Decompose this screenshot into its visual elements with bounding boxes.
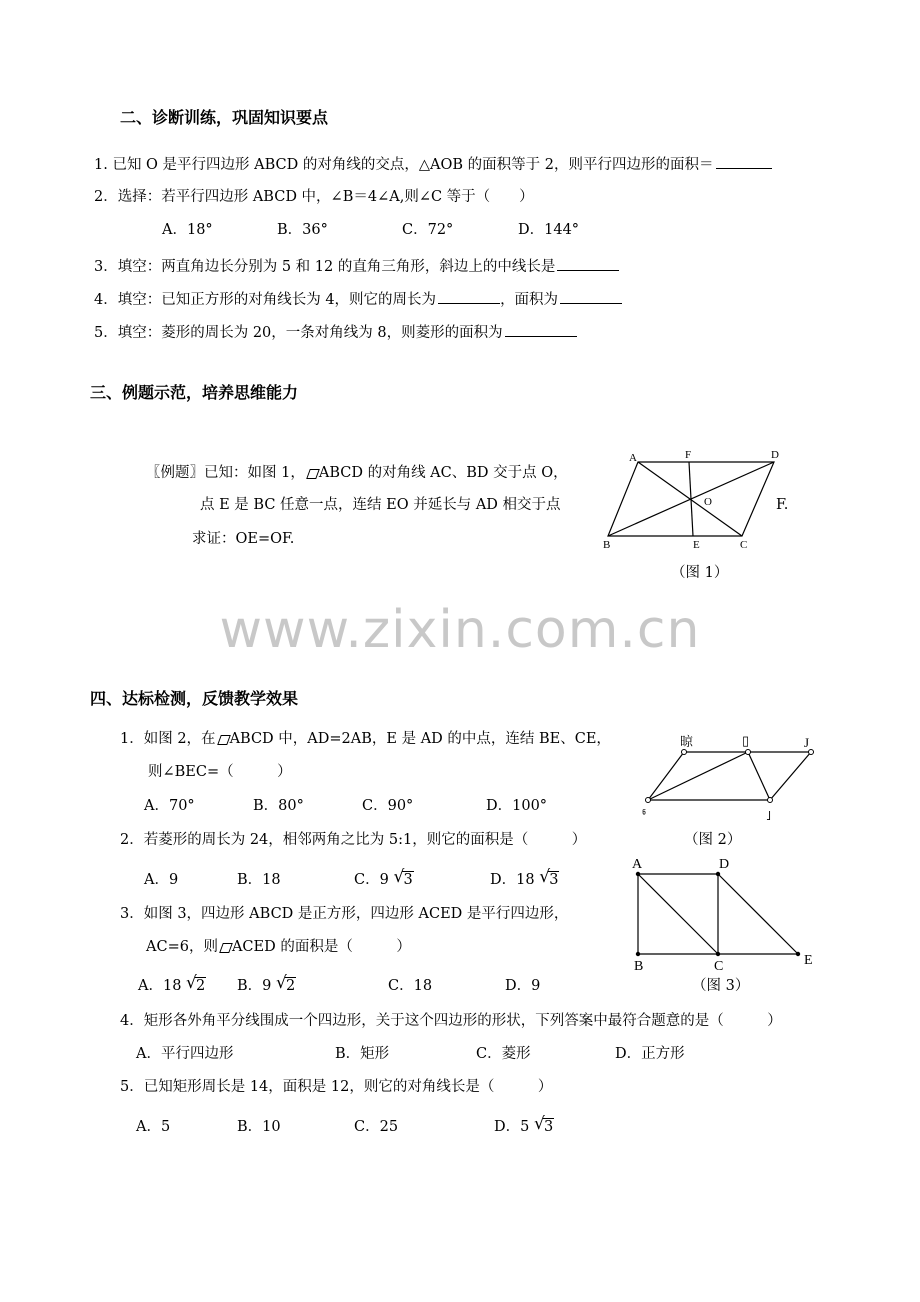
option-c: C．25 <box>354 1119 399 1135</box>
option-a: A．5 <box>136 1119 171 1135</box>
parallelogram-icon <box>218 733 229 743</box>
fig3-label-d: D <box>719 857 730 872</box>
fig1-label-o: O <box>704 496 712 508</box>
question-text: ACED 的面积是（ ） <box>231 939 411 955</box>
question-text: ，面积为 <box>500 292 559 308</box>
figure-1-caption: （图 1） <box>671 565 729 581</box>
option-a: A．平行四边形 <box>136 1046 234 1062</box>
option-d: D．100° <box>486 798 548 814</box>
option-c: C．9 √ 3 <box>354 867 413 888</box>
sqrt-symbol: √ 3 <box>393 867 413 888</box>
question-text: 4．填空：已知正方形的对角线长为 4，则它的周长为 <box>94 292 437 308</box>
fig2-label-d: J <box>804 735 810 750</box>
question-text: 5．填空：菱形的周长为 20，一条对角线为 8，则菱形的面积为 <box>94 325 503 341</box>
section-2-title: 二、诊断训练，巩固知识要点 <box>120 108 329 127</box>
example-line-3: 求证：OE=OF. <box>192 531 295 547</box>
option-c: C．菱形 <box>476 1046 531 1062</box>
figure-3 <box>628 852 822 972</box>
question-4-1-cont: 则∠BEC=（ ） <box>148 764 292 780</box>
fig2-label-e: ▯ <box>742 733 750 748</box>
answer-blank <box>716 154 772 169</box>
fig3-label-a: A <box>632 857 643 872</box>
question-2-5 <box>94 322 577 342</box>
answer-blank <box>560 289 622 304</box>
question-text: AC=6，则 <box>146 939 218 955</box>
fig1-label-e: E <box>693 539 700 551</box>
figure-1 <box>596 444 792 556</box>
section-4-title: 四、达标检测，反馈教学效果 <box>90 689 299 708</box>
option-b: B．矩形 <box>335 1046 390 1062</box>
example-text: ABCD 的对角线 AC、BD 交于点 O， <box>318 465 568 481</box>
option-b: B．9 √ 2 <box>237 973 296 994</box>
segment-ce <box>748 752 770 800</box>
parallelogram-abcd <box>648 752 811 800</box>
question-2-3 <box>94 256 619 276</box>
question-text: ABCD 中，AD=2AB，E 是 AD 的中点，连结 BE、CE， <box>229 731 611 747</box>
question-2-4 <box>94 289 622 309</box>
fig2-label-a: 晾 <box>680 734 694 749</box>
sqrt-symbol: √ 2 <box>276 973 296 994</box>
parallelogram-icon <box>220 941 231 951</box>
example-point-f: F. <box>776 497 789 513</box>
option-b: B．18 <box>237 872 281 888</box>
figure-2 <box>636 730 822 824</box>
answer-blank <box>438 289 500 304</box>
option-d: D．9 <box>505 978 541 994</box>
fig2-label-b: ჼ <box>642 808 647 823</box>
example-text: 〖例题〗已知：如图 1， <box>146 465 305 481</box>
question-4-3: 3．如图 3，四边形 ABCD 是正方形，四边形 ACED 是平行四边形， <box>120 906 569 922</box>
fig1-label-f: F <box>685 449 692 461</box>
option-b: B．80° <box>253 798 304 814</box>
option-d: D．18 √ 3 <box>490 867 559 888</box>
option-d: D．5 √ 3 <box>494 1114 554 1135</box>
option-a: A．70° <box>144 798 195 814</box>
question-text: 1．如图 2，在 <box>120 731 216 747</box>
fig1-label-b: B <box>603 539 611 551</box>
parallelogram-icon <box>307 467 318 477</box>
segment-be <box>648 752 748 800</box>
question-2-1 <box>94 154 772 174</box>
question-text: 3．填空：两直角边长分别为 5 和 12 的直角三角形，斜边上的中线长是 <box>94 259 556 275</box>
option-c: C．18 <box>388 978 433 994</box>
question-2-2: 2．选择：若平行四边形 ABCD 中，∠B＝4∠A,则∠C 等于（ ） <box>94 189 534 205</box>
segment-de <box>718 874 798 954</box>
question-4-5: 5．已知矩形周长是 14，面积是 12，则它的对角线长是（ ） <box>120 1079 553 1095</box>
diagonal-ac <box>638 874 718 954</box>
question-4-3-cont <box>146 938 411 956</box>
sqrt-symbol: √ 3 <box>533 1114 554 1135</box>
watermark: www.zixin.com.cn <box>219 600 701 660</box>
option-c: C．90° <box>362 798 414 814</box>
sqrt-symbol: √ 3 <box>539 867 559 888</box>
answer-blank <box>557 256 619 271</box>
fig3-label-e: E <box>804 953 813 968</box>
question-4-4: 4．矩形各外角平分线围成一个四边形，关于这个四边形的形状，下列答案中最符合题意的是（ ） <box>120 1013 782 1029</box>
fig1-label-c: C <box>740 539 748 551</box>
fig3-label-c: C <box>714 959 724 972</box>
question-text: 1. 已知 O 是平行四边形 ABCD 的对角线的交点，△AOB 的面积等于 2，则平行四边形的面积＝ <box>94 157 714 173</box>
sqrt-symbol: √ 2 <box>186 973 206 994</box>
example-line-2: 点 E 是 BC 任意一点，连结 EO 并延长与 AD 相交于点 <box>200 497 561 513</box>
fig1-label-d: D <box>771 449 779 461</box>
question-4-1 <box>120 730 611 748</box>
option-a: A．18 √ 2 <box>138 973 206 994</box>
figure-3-caption: （图 3） <box>692 978 750 994</box>
answer-blank <box>505 322 577 337</box>
fig1-label-a: A <box>629 452 637 464</box>
section-3-title: 三、例题示范，培养思维能力 <box>90 383 299 402</box>
option-d: D．144° <box>518 222 580 238</box>
example-line-1 <box>146 464 568 482</box>
option-b: B．10 <box>237 1119 281 1135</box>
fig3-label-b: B <box>634 959 644 972</box>
option-a: A．18° <box>162 222 213 238</box>
option-b: B．36° <box>277 222 328 238</box>
fig2-label-c: ˩ <box>766 808 771 823</box>
question-4-2: 2．若菱形的周长为 24，相邻两角之比为 5:1，则它的面积是（ ） <box>120 832 587 848</box>
option-a: A．9 <box>144 872 179 888</box>
option-c: C．72° <box>402 222 454 238</box>
option-d: D．正方形 <box>615 1046 685 1062</box>
figure-2-caption: （图 2） <box>684 832 742 848</box>
